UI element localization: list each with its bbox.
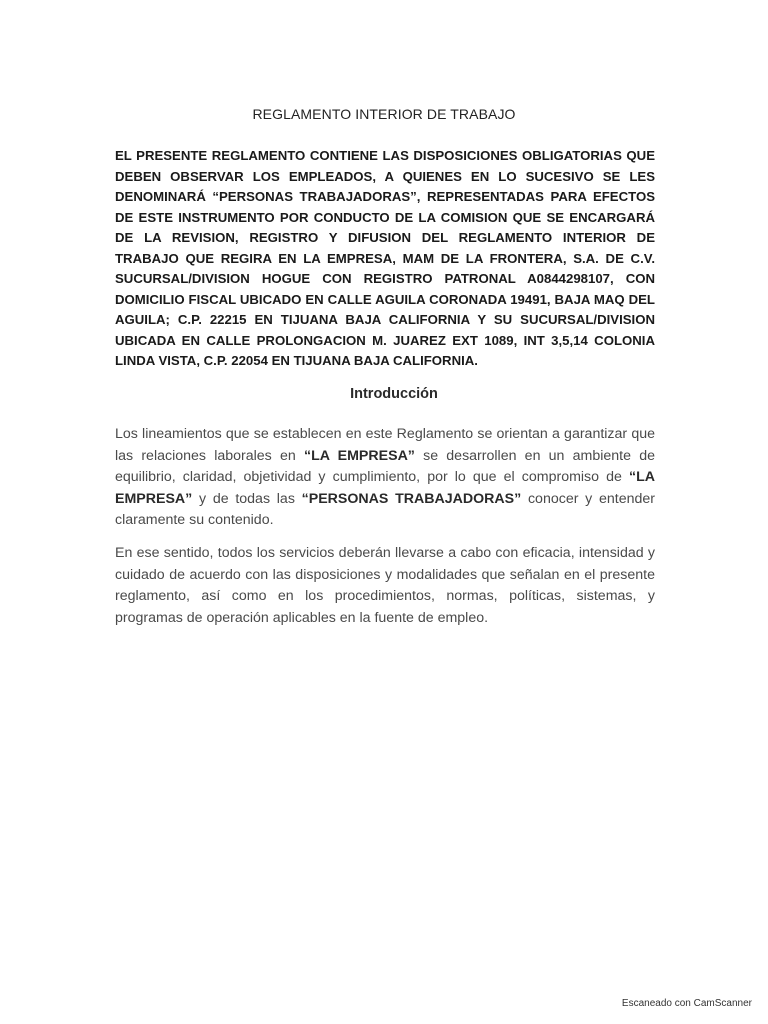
text-run: se desarrollen en un ambiente de equilibrio, claridad, objetividad y cumplimiento, por lo que el compromiso de bbox=[115, 447, 655, 485]
text-run: y de todas las bbox=[192, 490, 302, 507]
introduction-paragraph-2: En ese sentido, todos los servicios deberán llevarse a cabo con eficacia, intensidad y cuidado de acuerdo con las disposiciones y modalidades que señalan en el presente reglamento, así como en los procedimientos, normas, políticas, sistemas, y programas de operación aplicables en la fuente de empleo. bbox=[115, 545, 655, 626]
text-run: Los lineamientos que se establecen en este Reglamento se orientan a garantizar que las relaciones laborales en bbox=[115, 426, 655, 464]
text-run: conocer y entender claramente su contenido. bbox=[115, 490, 656, 528]
document-title: REGLAMENTO INTERIOR DE TRABAJO bbox=[252, 106, 516, 122]
emphasis-personas-trabajadoras: “PERSONAS TRABAJADORAS” bbox=[301, 490, 522, 507]
introduction-heading: Introducción bbox=[350, 386, 438, 402]
introduction-paragraph-1 bbox=[115, 424, 655, 532]
emphasis-la-empresa: “LA EMPRESA” bbox=[115, 469, 655, 507]
emphasis-la-empresa: “LA EMPRESA” bbox=[303, 447, 415, 464]
preamble-paragraph: EL PRESENTE REGLAMENTO CONTIENE LAS DISPOSICIONES OBLIGATORIAS QUE DEBEN OBSERVAR LOS EMPLEADOS, A QUIENES EN LO SUCESIVO SE LES DENOMINARÁ “PERSONAS TRABAJADORAS”, REPRESENTADAS PARA EFECTOS DE ESTE INSTRUMENTO POR CONDUCTO DE LA COMISION QUE SE ENCARGARÁ DE LA REVISION, REGISTRO Y DIFUSION DEL REGLAMENTO INTERIOR DE TRABAJO QUE REGIRA EN LA EMPRESA, MAM DE LA FRONTERA, S.A. DE C.V. SUCURSAL/DIVISION HOGUE CON REGISTRO PATRONAL A0844298107, CON DOMICILIO FISCAL UBICADO EN CALLE AGUILA CORONADA 19491, BAJA MAQ DEL AGUILA; C.P. 22215 EN TIJUANA BAJA CALIFORNIA Y SU SUCURSAL/DIVISION UBICADA EN CALLE PROLONGACION M. JUAREZ EXT 1089, INT 3,5,14 COLONIA LINDA VISTA, C.P. 22054 EN TIJUANA BAJA CALIFORNIA. bbox=[115, 148, 655, 368]
scanner-watermark: Escaneado con CamScanner bbox=[621, 998, 752, 1009]
